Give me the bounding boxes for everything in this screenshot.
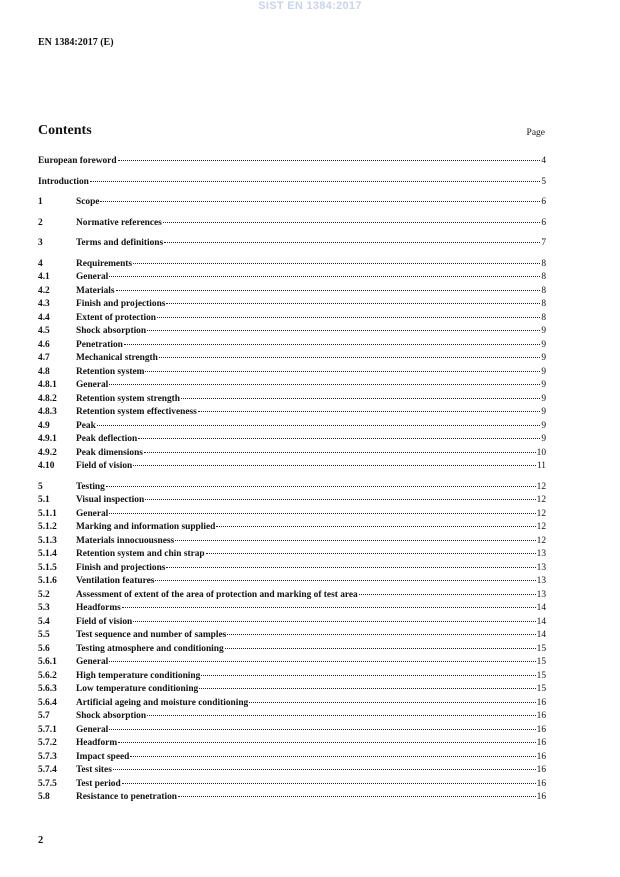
toc-entry[interactable] xyxy=(38,698,546,712)
toc-entry-title: Extent of protection xyxy=(76,312,157,323)
toc-entry-title: Retention system strength xyxy=(76,393,180,404)
toc-entry-page: 12 xyxy=(536,481,546,492)
toc-entry-number: 4.3 xyxy=(38,299,50,309)
toc-entry[interactable] xyxy=(38,197,546,211)
dot-leader xyxy=(145,371,540,372)
toc-entry-page: 16 xyxy=(536,711,546,721)
toc-entry-title: Normative references xyxy=(76,217,162,228)
toc-entry-number: 5.6.1 xyxy=(38,657,57,667)
toc-entry-page: 9 xyxy=(541,434,546,444)
toc-entry[interactable] xyxy=(38,340,546,354)
toc-entry-page: 13 xyxy=(536,576,546,586)
toc-entry-page: 16 xyxy=(536,751,546,762)
toc-entry-page: 9 xyxy=(541,393,546,404)
toc-entry-page: 16 xyxy=(536,738,546,748)
toc-entry-page: 13 xyxy=(536,562,546,573)
dot-leader xyxy=(90,181,540,182)
dot-leader xyxy=(122,607,536,608)
dot-leader xyxy=(118,742,535,743)
toc-entry-page: 10 xyxy=(536,447,546,458)
toc-entry[interactable] xyxy=(38,792,546,806)
toc-entry-number: 5.7.2 xyxy=(38,738,57,748)
toc-entry-page: 16 xyxy=(536,778,546,789)
toc-entry-number: 5.1.4 xyxy=(38,549,57,559)
toc-entry-number: 5.7.4 xyxy=(38,765,57,775)
toc-entry-title: Peak dimensions xyxy=(76,447,143,458)
dot-leader xyxy=(130,756,535,757)
toc-entry[interactable] xyxy=(38,461,546,475)
toc-entry-page: 9 xyxy=(541,353,546,363)
toc-entry[interactable] xyxy=(38,563,546,577)
toc-entry-number: 4.7 xyxy=(38,353,50,363)
toc-entry-number: 5.7 xyxy=(38,711,50,721)
toc-entry-number: 5 xyxy=(38,481,43,492)
toc-entry-number: 4.9.1 xyxy=(38,434,57,444)
toc-entry[interactable] xyxy=(38,590,546,604)
toc-entry-number: 5.1 xyxy=(38,495,50,505)
dot-leader xyxy=(157,317,540,318)
toc-entry-title: Headforms xyxy=(76,603,121,613)
toc-entry-number: 5.6 xyxy=(38,643,50,654)
toc-entry-number: 5.1.1 xyxy=(38,508,57,519)
watermark: SIST EN 1384:2017 xyxy=(258,0,362,12)
toc-entry[interactable] xyxy=(38,407,546,421)
toc-entry[interactable] xyxy=(38,286,546,300)
dot-leader xyxy=(163,222,541,223)
dot-leader xyxy=(133,621,535,622)
toc-entry-title: Mechanical strength xyxy=(76,353,158,363)
toc-entry-page: 9 xyxy=(541,339,546,350)
dot-leader xyxy=(124,344,540,345)
dot-leader xyxy=(206,553,536,554)
toc-entry-number: 4.6 xyxy=(38,339,50,350)
dot-leader xyxy=(181,398,540,399)
toc-entry[interactable] xyxy=(38,549,546,563)
toc-entry[interactable] xyxy=(38,644,546,658)
dot-leader xyxy=(100,201,540,202)
toc-entry-title: Headform xyxy=(76,738,118,748)
dot-leader xyxy=(109,729,535,730)
dot-leader xyxy=(138,438,540,439)
toc-entry-number: 5.1.3 xyxy=(38,535,57,546)
toc-entry-page: 15 xyxy=(536,643,546,654)
dot-leader xyxy=(155,580,535,581)
toc-entry-page: 15 xyxy=(536,684,546,694)
toc-entry-page: 13 xyxy=(536,589,546,600)
toc-entry-number: 4.8.1 xyxy=(38,380,57,390)
toc-entry[interactable] xyxy=(38,313,546,327)
toc-entry-title: Shock absorption xyxy=(76,326,147,336)
dot-leader xyxy=(164,242,540,243)
toc-entry-title: Requirements xyxy=(76,258,133,269)
toc-entry-number: 5.5 xyxy=(38,630,50,640)
toc-entry-number: 5.7.1 xyxy=(38,724,57,735)
toc-entry-number: 5.2 xyxy=(38,589,50,600)
toc-entry-number: 4.9 xyxy=(38,420,50,431)
toc-entry-page: 5 xyxy=(541,176,546,187)
toc-entry[interactable] xyxy=(38,738,546,752)
toc-entry[interactable] xyxy=(38,238,546,252)
toc-entry[interactable] xyxy=(38,752,546,766)
contents-title: Contents xyxy=(38,123,92,138)
toc-entry-number: 4.1 xyxy=(38,272,50,282)
page-column-label: Page xyxy=(526,128,545,138)
dot-leader xyxy=(109,384,540,385)
toc-entry-title: Materials xyxy=(76,285,115,296)
toc-entry[interactable] xyxy=(38,617,546,631)
toc-entry[interactable] xyxy=(38,156,546,170)
toc-entry-title: Scope xyxy=(76,197,100,207)
toc-entry-title: Shock absorption xyxy=(76,711,147,721)
toc-entry[interactable] xyxy=(38,576,546,590)
toc-entry-title: Retention system and chin strap xyxy=(76,549,205,559)
dot-leader xyxy=(178,796,536,797)
toc-entry-number: 4.9.2 xyxy=(38,447,57,458)
toc-entry-number: 5.7.5 xyxy=(38,778,57,789)
dot-leader xyxy=(227,634,535,635)
toc-entry-title: Resistance to penetration xyxy=(76,792,178,802)
toc-entry-number: 4.8.3 xyxy=(38,407,57,417)
dot-leader xyxy=(199,688,535,689)
toc-entry[interactable] xyxy=(38,509,546,523)
toc-entry-title: Test sites xyxy=(76,765,112,775)
dot-leader xyxy=(109,661,535,662)
toc-entry-page: 8 xyxy=(541,285,546,296)
toc-entry[interactable] xyxy=(38,684,546,698)
dot-leader xyxy=(106,486,536,487)
toc-entry-number: 5.1.6 xyxy=(38,576,57,586)
dot-leader xyxy=(225,648,536,649)
dot-leader xyxy=(109,276,540,277)
toc-entry-title: Test sequence and number of samples xyxy=(76,630,227,640)
dot-leader xyxy=(122,783,536,784)
toc-entry-page: 9 xyxy=(541,380,546,390)
dot-leader xyxy=(109,513,535,514)
toc-entry-title: General xyxy=(76,724,109,735)
dot-leader xyxy=(175,540,535,541)
dot-leader xyxy=(166,303,540,304)
toc-entry-number: 4.4 xyxy=(38,312,50,323)
toc-entry[interactable] xyxy=(38,259,546,273)
toc-entry-title: Ventilation features xyxy=(76,576,155,586)
toc-entry-page: 12 xyxy=(536,535,546,546)
toc-entry-page: 15 xyxy=(536,670,546,681)
toc-entry-number: 4.8 xyxy=(38,366,50,377)
dot-leader xyxy=(201,675,535,676)
toc-entry-page: 14 xyxy=(536,616,546,627)
toc-entry-page: 13 xyxy=(536,549,546,559)
toc-entry[interactable] xyxy=(38,536,546,550)
toc-entry[interactable] xyxy=(38,434,546,448)
dot-leader xyxy=(133,465,536,466)
toc-entry[interactable] xyxy=(38,711,546,725)
toc-entry-page: 9 xyxy=(541,407,546,417)
toc-entry[interactable] xyxy=(38,326,546,340)
toc-entry[interactable] xyxy=(38,671,546,685)
toc-entry-number: 5.6.3 xyxy=(38,684,57,694)
dot-leader xyxy=(116,290,541,291)
toc-entry-page: 16 xyxy=(536,792,546,802)
toc-entry-page: 9 xyxy=(541,326,546,336)
toc-entry-number: 4.5 xyxy=(38,326,50,336)
dot-leader xyxy=(166,567,535,568)
document-id: EN 1384:2017 (E) xyxy=(38,37,114,48)
toc-entry-number: 5.4 xyxy=(38,616,50,627)
toc-entry-title: Marking and information supplied xyxy=(76,522,216,532)
toc-entry-title: Artificial ageing and moisture conditioning xyxy=(76,697,249,708)
toc-entry-page: 16 xyxy=(536,697,546,708)
toc-entry-title: Retention system xyxy=(76,366,145,377)
toc-entry-title: Impact speed xyxy=(76,751,130,762)
toc-entry-number: 5.6.2 xyxy=(38,670,57,681)
toc-entry-number: 1 xyxy=(38,197,43,207)
toc-entry-page: 8 xyxy=(541,272,546,282)
toc-entry-title: Peak deflection xyxy=(76,434,138,444)
toc-entry[interactable] xyxy=(38,779,546,793)
toc-entry-title: Penetration xyxy=(76,339,123,350)
toc-entry-page: 12 xyxy=(536,508,546,519)
dot-leader xyxy=(198,411,541,412)
toc-entry-title: Field of vision xyxy=(76,616,133,627)
toc-entry[interactable] xyxy=(38,765,546,779)
dot-leader xyxy=(97,425,541,426)
toc-entry[interactable] xyxy=(38,522,546,536)
toc-entry[interactable] xyxy=(38,380,546,394)
toc-entry[interactable] xyxy=(38,495,546,509)
toc-entry-title: General xyxy=(76,508,109,519)
toc-entry-page: 8 xyxy=(541,258,546,269)
dot-leader xyxy=(144,452,536,453)
toc-entry-page: 8 xyxy=(541,312,546,323)
toc-entry[interactable] xyxy=(38,367,546,381)
toc-entry-page: 16 xyxy=(536,765,546,775)
toc-entry-title: Retention system effectiveness xyxy=(76,407,197,417)
toc-entry[interactable] xyxy=(38,394,546,408)
dot-leader xyxy=(159,357,540,358)
toc-entry-number: 4.8.2 xyxy=(38,393,57,404)
toc-entry-page: 16 xyxy=(536,724,546,735)
toc-entry-title: General xyxy=(76,272,109,282)
toc-entry[interactable] xyxy=(38,482,546,496)
toc-entry-title: Testing atmosphere and conditioning xyxy=(76,643,224,654)
toc-entry-page: 7 xyxy=(541,238,546,248)
dot-leader xyxy=(145,499,535,500)
toc-entry-title: Assessment of extent of the area of protection and marking of test area xyxy=(76,589,358,600)
toc-entry-number: 5.8 xyxy=(38,792,50,802)
toc-entry-title: Low temperature conditioning xyxy=(76,684,199,694)
toc-entry-number: 5.7.3 xyxy=(38,751,57,762)
toc-entry-title: General xyxy=(76,380,109,390)
toc-entry[interactable] xyxy=(38,448,546,462)
toc-entry-number: 4.2 xyxy=(38,285,50,296)
toc-entry-page: 8 xyxy=(541,299,546,309)
dot-leader xyxy=(118,160,541,161)
toc-entry-title: Finish and projections xyxy=(76,562,166,573)
toc-entry-number: 5.6.4 xyxy=(38,697,57,708)
toc-entry-page: 6 xyxy=(541,197,546,207)
dot-leader xyxy=(133,263,540,264)
toc-entry-title: Finish and projections xyxy=(76,299,166,309)
toc-entry[interactable] xyxy=(38,657,546,671)
toc-entry-title: Testing xyxy=(76,481,105,492)
toc-entry[interactable] xyxy=(38,218,546,232)
dot-leader xyxy=(147,330,540,331)
dot-leader xyxy=(249,702,535,703)
dot-leader xyxy=(216,526,535,527)
toc-entry-page: 4 xyxy=(541,156,546,166)
toc-entry-title: General xyxy=(76,657,109,667)
toc-entry-page: 6 xyxy=(541,217,546,228)
toc-entry[interactable] xyxy=(38,725,546,739)
dot-leader xyxy=(147,715,536,716)
toc-entry-page: 12 xyxy=(536,522,546,532)
toc-entry-number: 2 xyxy=(38,217,43,228)
dot-leader xyxy=(113,769,536,770)
toc-entry-page: 9 xyxy=(541,420,546,431)
toc-entry-number: 3 xyxy=(38,238,43,248)
toc-entry-title: Peak xyxy=(76,420,96,431)
toc-entry[interactable] xyxy=(38,603,546,617)
toc-entry[interactable] xyxy=(38,272,546,286)
toc-entry-title: Materials innocuousness xyxy=(76,535,175,546)
toc-entry-number: 4.10 xyxy=(38,461,55,471)
toc-entry[interactable] xyxy=(38,299,546,313)
toc-entry-number: 5.1.5 xyxy=(38,562,57,573)
toc-entry-page: 14 xyxy=(536,630,546,640)
toc-entry-number: 5.1.2 xyxy=(38,522,57,532)
page-number: 2 xyxy=(38,835,44,846)
toc-entry[interactable] xyxy=(38,177,546,191)
toc-entry-title: Test period xyxy=(76,778,121,789)
toc-entry-number: 4 xyxy=(38,258,43,269)
toc-entry[interactable] xyxy=(38,353,546,367)
toc-entry-title: European foreword xyxy=(38,156,117,166)
toc-entry-number: 5.3 xyxy=(38,603,50,613)
toc-entry[interactable] xyxy=(38,630,546,644)
toc-entry[interactable] xyxy=(38,421,546,435)
toc-entry-title: High temperature conditioning xyxy=(76,670,201,681)
table-of-contents xyxy=(38,156,546,806)
toc-entry-page: 11 xyxy=(536,461,546,471)
toc-entry-title: Field of vision xyxy=(76,461,133,471)
toc-entry-title: Introduction xyxy=(38,176,89,187)
toc-entry-page: 9 xyxy=(541,366,546,377)
dot-leader xyxy=(359,594,536,595)
toc-entry-page: 15 xyxy=(536,657,546,667)
toc-entry-page: 14 xyxy=(536,603,546,613)
toc-entry-title: Terms and definitions xyxy=(76,238,164,248)
toc-entry-title: Visual inspection xyxy=(76,495,145,505)
toc-entry-page: 12 xyxy=(536,495,546,505)
